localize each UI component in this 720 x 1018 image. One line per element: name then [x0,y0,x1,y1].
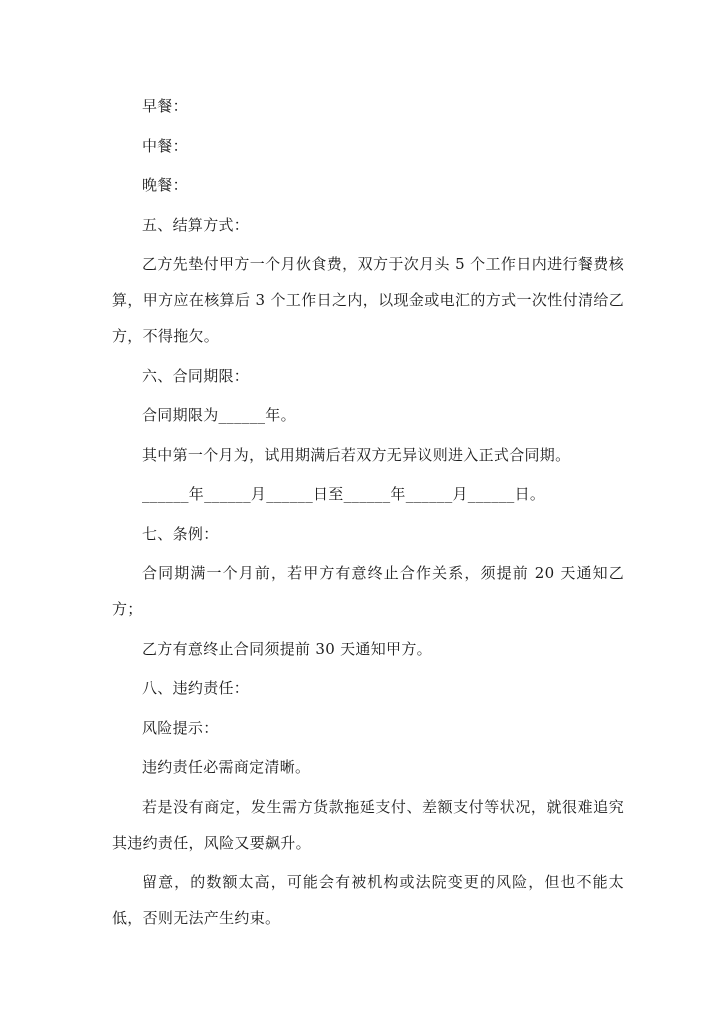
section-heading-breach-liability: 八、违约责任： [142,679,250,697]
document-body [112,88,624,936]
paragraph-dinner: 晚餐： [142,176,188,194]
paragraph-date-range: ______年______月______日至______年______月______日。 [142,485,546,503]
paragraph-breakfast: 早餐： [142,97,188,115]
paragraph-trial-period: 其中第一个月为，试用期满后若双方无异议则进入正式合同期。 [142,445,571,464]
paragraph-contract-term: 合同期限为______年。 [142,406,296,424]
paragraph-party-b-termination: 乙方有意终止合同须提前 30 天通知甲方。 [142,639,432,658]
paragraph-lunch: 中餐： [142,136,188,155]
section-heading-contract-term: 六、合同期限： [142,366,250,385]
paragraph-risk-warning: 风险提示： [142,718,219,737]
section-heading-settlement: 五、结算方式： [142,215,250,234]
paragraph-liability-clarity: 违约责任必需商定清晰。 [142,758,311,776]
paragraph-settlement-terms: 乙方先垫付甲方一个月伙食费，双方于次月头 5 个工作日内进行餐费核算，甲方应在核算后 3 个工作日之内，以现金或电汇的方式一次性付清给乙方，不得拖欠。 [112,255,624,345]
paragraph-liability-risk: 若是没有商定，发生需方货款拖延支付、差额支付等状况，就很难追究其违约责任，风险又要飙升。 [112,797,624,852]
paragraph-amount-caution: 留意，的数额太高，可能会有被机构或法院变更的风险，但也不能太低，否则无法产生约束。 [112,873,624,927]
paragraph-party-a-termination: 合同期满一个月前，若甲方有意终止合作关系，须提前 20 天通知乙方； [112,564,624,618]
section-heading-regulations: 七、条例： [142,524,219,543]
